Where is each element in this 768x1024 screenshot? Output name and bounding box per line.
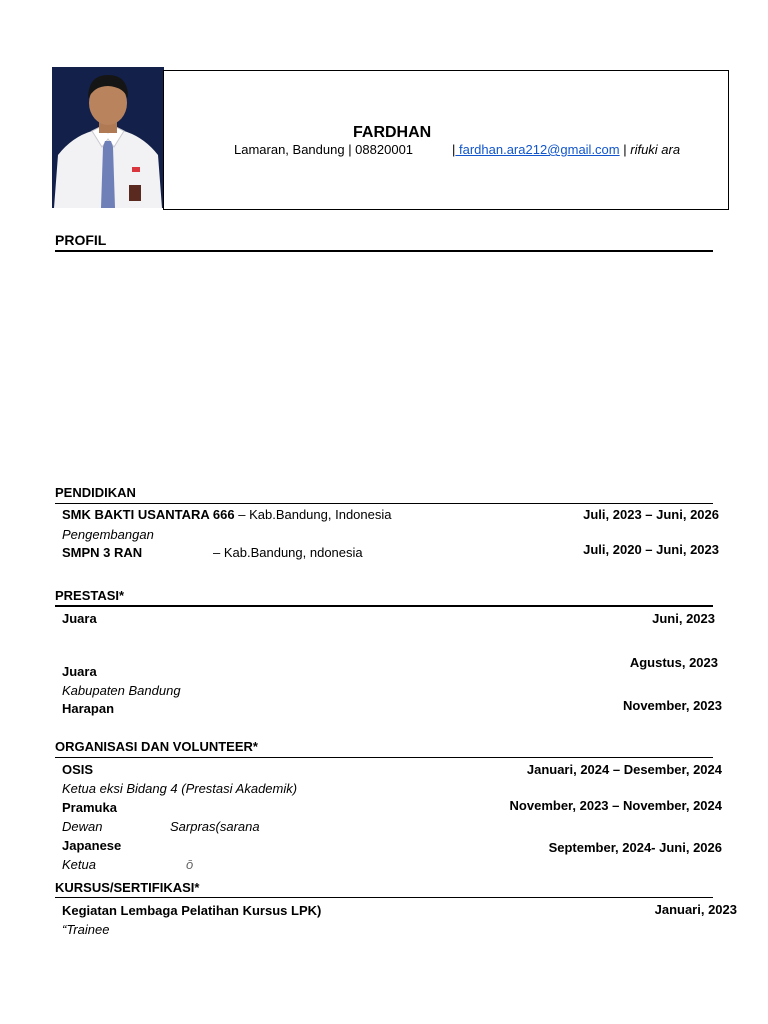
organization-name: OSIS <box>62 762 94 777</box>
organization-role-detail: Sarpras(sarana <box>170 819 260 834</box>
location-phone: Lamaran, Bandung | 08820001 <box>234 142 414 157</box>
organization-date: November, 2023 – November, 2024 <box>509 798 722 813</box>
organization-role: Ketua <box>62 857 96 872</box>
achievement-date: Agustus, 2023 <box>629 655 718 670</box>
section-divider <box>55 605 713 607</box>
education-entry-1 <box>62 507 391 522</box>
social-handle: rifuki ara <box>630 142 681 157</box>
section-title-kursus: KURSUS/SERTIFIKASI* <box>55 880 200 895</box>
organization-date: September, 2024- Juni, 2026 <box>548 840 722 855</box>
section-title-pendidikan: PENDIDIKAN <box>55 485 136 500</box>
organization-role-detail: ō <box>186 857 194 872</box>
organization-role: Ketua eksi Bidang 4 (Prestasi Akademik) <box>62 781 298 796</box>
organization-name: Japanese <box>62 838 122 853</box>
achievement-date: Juni, 2023 <box>652 611 715 626</box>
school-name: SMK BAKTI USANTARA 666 <box>62 507 235 522</box>
achievement-label: Harapan <box>62 701 115 716</box>
section-title-prestasi: PRESTASI* <box>55 588 125 603</box>
section-divider <box>55 897 713 898</box>
profile-photo <box>52 67 164 208</box>
header-box <box>163 70 729 210</box>
achievement-date: November, 2023 <box>622 698 722 713</box>
email-prefix: | <box>452 142 456 157</box>
section-divider <box>55 757 713 758</box>
education-date-1: Juli, 2023 – Juni, 2026 <box>583 507 719 522</box>
school-location: – Kab.Bandung, ndonesia <box>213 545 363 560</box>
email-link[interactable]: fardhan.ara212@gmail.com <box>455 142 620 157</box>
contact-separator: | <box>619 142 631 157</box>
person-portrait-icon <box>52 67 164 208</box>
organization-role: Dewan <box>62 819 103 834</box>
achievement-detail: Kabupaten Bandung <box>62 683 181 698</box>
achievement-label: Juara <box>62 611 97 626</box>
section-divider <box>55 250 713 252</box>
education-date-2: Juli, 2020 – Juni, 2023 <box>583 542 719 557</box>
organization-name: Pramuka <box>62 800 117 815</box>
section-title-profil: PROFIL <box>55 232 107 248</box>
education-major: Pengembangan <box>62 527 154 542</box>
candidate-name: FARDHAN <box>353 124 432 141</box>
course-date: Januari, 2023 <box>654 902 737 917</box>
school-location: – Kab.Bandung, Indonesia <box>234 507 392 522</box>
contact-links <box>452 142 680 157</box>
section-divider <box>55 503 713 504</box>
school-name: SMPN 3 RAN <box>62 545 143 560</box>
achievement-label: Juara <box>62 664 97 679</box>
organization-date: Januari, 2024 – Desember, 2024 <box>526 762 722 777</box>
course-role: “Trainee <box>62 922 110 937</box>
course-name: Kegiatan Lembaga Pelatihan Kursus LPK) <box>62 903 322 918</box>
section-title-organisasi: ORGANISASI DAN VOLUNTEER* <box>55 739 258 754</box>
